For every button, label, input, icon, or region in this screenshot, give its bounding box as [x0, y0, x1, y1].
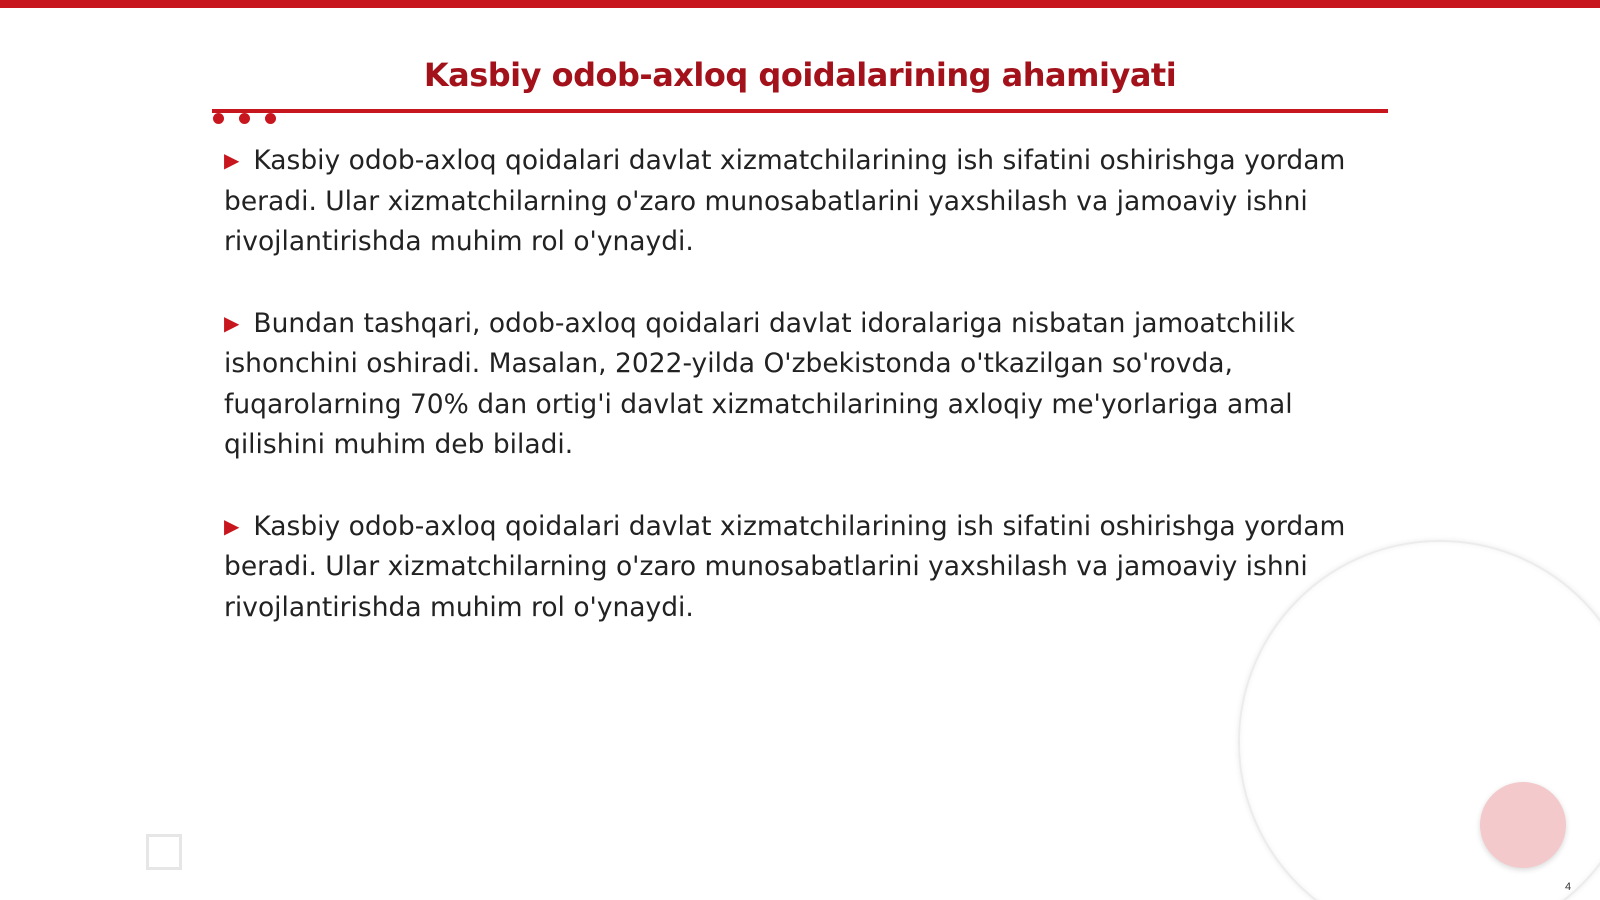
bullet-text: Kasbiy odob-axloq qoidalari davlat xizmatchilarining ish sifatini oshirishga yordam beradi. Ular xizmatchilarning o'zaro munosabatlarini yaxshilash va jamoaviy ishni rivojlantirishda muhim rol o'ynaydi. [224, 145, 1346, 257]
page-number: 4 [1565, 881, 1572, 893]
bullet-item [224, 140, 1374, 263]
bullet-item [224, 506, 1374, 629]
decorative-dot [265, 113, 276, 124]
decorative-square [146, 834, 182, 870]
decorative-dot [213, 113, 224, 124]
top-accent-bar [0, 0, 1600, 8]
decorative-pink-circle [1480, 782, 1566, 868]
triangle-bullet-icon: ▶ [224, 513, 240, 538]
bullet-text: Kasbiy odob-axloq qoidalari davlat xizmatchilarining ish sifatini oshirishga yordam beradi. Ular xizmatchilarning o'zaro munosabatlarini yaxshilash va jamoaviy ishni rivojlantirishda muhim rol o'ynaydi. [224, 510, 1346, 623]
triangle-bullet-icon: ▶ [224, 310, 240, 335]
title-underline [212, 109, 1388, 113]
slide-title: Kasbiy odob-axloq qoidalarining ahamiyati [423, 56, 1177, 94]
triangle-bullet-icon: ▶ [224, 148, 240, 172]
bullet-list [224, 140, 1374, 668]
bullet-text: Bundan tashqari, odob-axloq qoidalari davlat idoralariga nisbatan jamoatchilik ishonchini oshiradi. Masalan, 2022-yilda O'zbekistonda o'tkazilgan so'rovda, fuqarolarning 70% dan ortig'i davlat xizmatchilarining axloqiy me'yorlariga amal qilishini muhim deb biladi. [224, 307, 1295, 460]
bullet-item [224, 303, 1374, 466]
decorative-dot [239, 113, 250, 124]
